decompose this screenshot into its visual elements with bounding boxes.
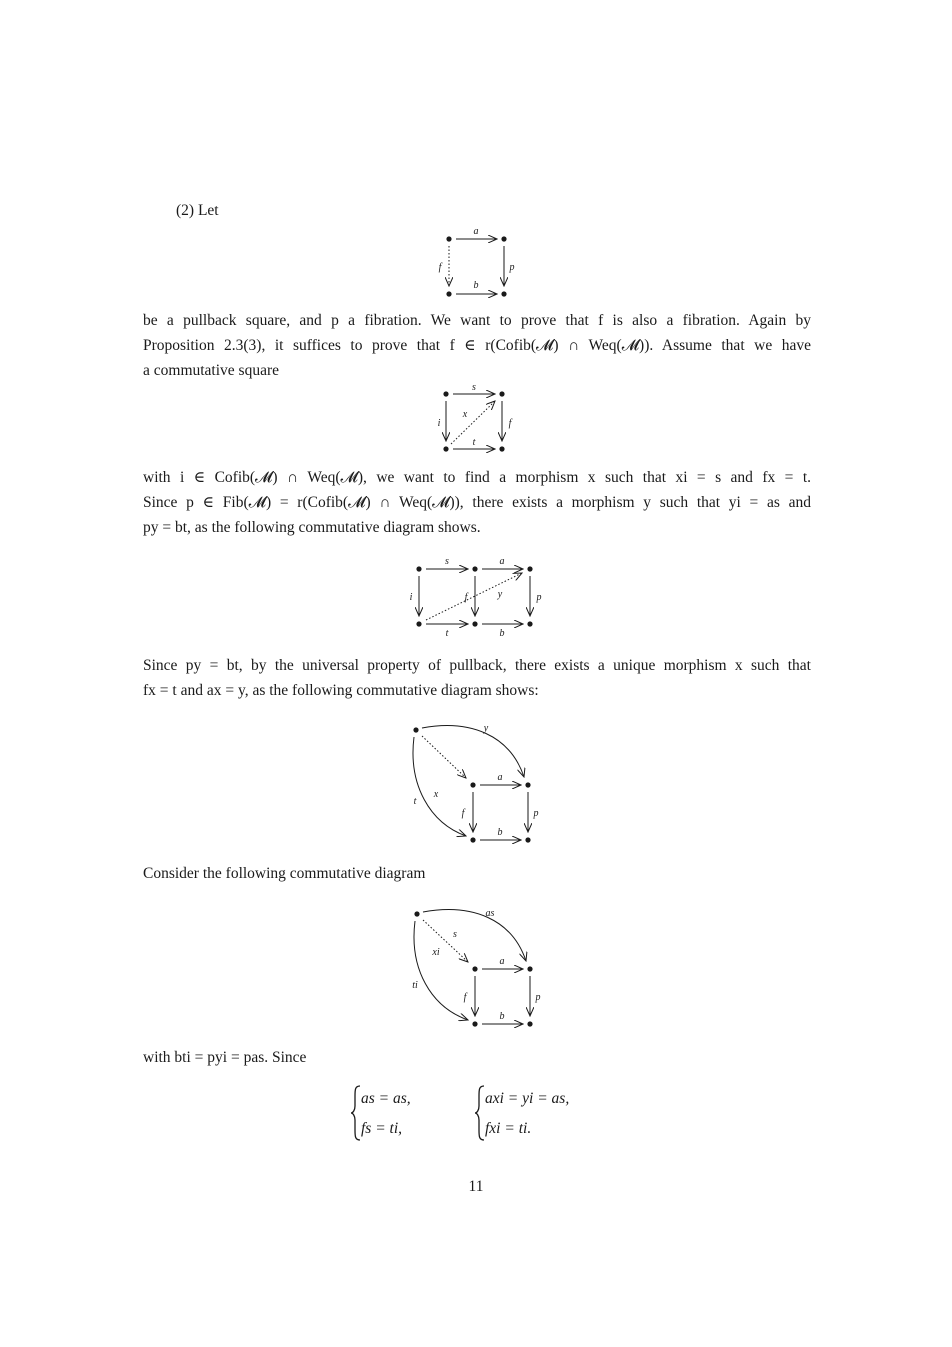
double-square-diagram <box>400 552 560 642</box>
d5-label-ti: ti <box>412 980 418 991</box>
d5-label-b: b <box>499 1011 505 1022</box>
d4-label-x: x <box>433 789 439 800</box>
d4-label-p: p <box>533 808 539 819</box>
pullback-universal-diagram <box>400 715 560 855</box>
d3-label-a: a <box>499 556 505 567</box>
d5-label-s: s <box>453 929 457 940</box>
paragraph-1: be a pullback square, and p a fibration. We want to prove that f is also a fibration. Again by Proposition 2.3(3), it suffices to prove that f ∈ r(Cofib(𝓜) ∩ Weq(𝓜)). Assume that we have a commutative square <box>143 312 811 379</box>
cases-right-row-2: fxi = ti. <box>485 1120 532 1137</box>
composite-diagram <box>400 898 560 1038</box>
d2-label-f: f <box>508 418 512 429</box>
d1-label-b: b <box>473 280 479 291</box>
cases-left <box>350 1084 440 1144</box>
d5-label-as: as <box>485 908 495 919</box>
paragraph-2: with i ∈ Cofib(𝓜) ∩ Weq(𝓜), we want to find a morphism x such that xi = s and fx = t. Since p ∈ Fib(𝓜) = r(Cofib(𝓜) ∩ Weq(𝓜)), there exists a morphism y such that yi = as and py = bt, as the following commutative diagram shows. <box>143 469 811 536</box>
d1-label-a: a <box>473 226 479 237</box>
d5-label-f: f <box>463 992 467 1003</box>
d2-label-s: s <box>472 382 476 393</box>
paragraph-5: with bti = pyi = pas. Since <box>143 1049 307 1066</box>
d3-label-i: i <box>409 592 413 603</box>
d5-label-p: p <box>535 992 541 1003</box>
d4-label-f: f <box>461 808 465 819</box>
d4-label-b: b <box>497 827 503 838</box>
d3-label-b: b <box>499 628 505 639</box>
d1-label-p: p <box>509 262 515 273</box>
d3-label-p: p <box>536 592 542 603</box>
d3-label-y: y <box>497 589 503 600</box>
page-number: 11 <box>468 1178 484 1195</box>
cases-right-row-1: axi = yi = as, <box>485 1090 570 1107</box>
cases-right <box>474 1084 604 1144</box>
paragraph-3: Since py = bt, by the universal property of pullback, there exists a unique morphism x such that fx = t and ax = y, as the following commutative diagram shows: <box>143 657 811 699</box>
cases-left-row-1: as = as, <box>361 1090 411 1107</box>
d5-label-xi: xi <box>432 947 440 958</box>
d2-label-x: x <box>462 409 468 420</box>
paragraph-4: Consider the following commutative diagram <box>143 865 426 882</box>
d3-label-s: s <box>445 556 449 567</box>
d2-label-i: i <box>437 418 441 429</box>
d3-label-t: t <box>445 628 449 639</box>
d3-label-f: f <box>464 592 468 603</box>
item-label: (2) Let <box>176 202 219 219</box>
d4-label-y: y <box>483 723 489 734</box>
d1-label-f: f <box>438 262 442 273</box>
cases-left-row-2: fs = ti, <box>361 1120 403 1137</box>
d5-label-a: a <box>499 956 505 967</box>
d4-label-t: t <box>413 796 417 807</box>
d4-label-a: a <box>497 772 503 783</box>
pullback-square-diagram <box>430 222 530 302</box>
d2-label-t: t <box>472 437 476 448</box>
lifting-square-diagram <box>428 378 528 458</box>
